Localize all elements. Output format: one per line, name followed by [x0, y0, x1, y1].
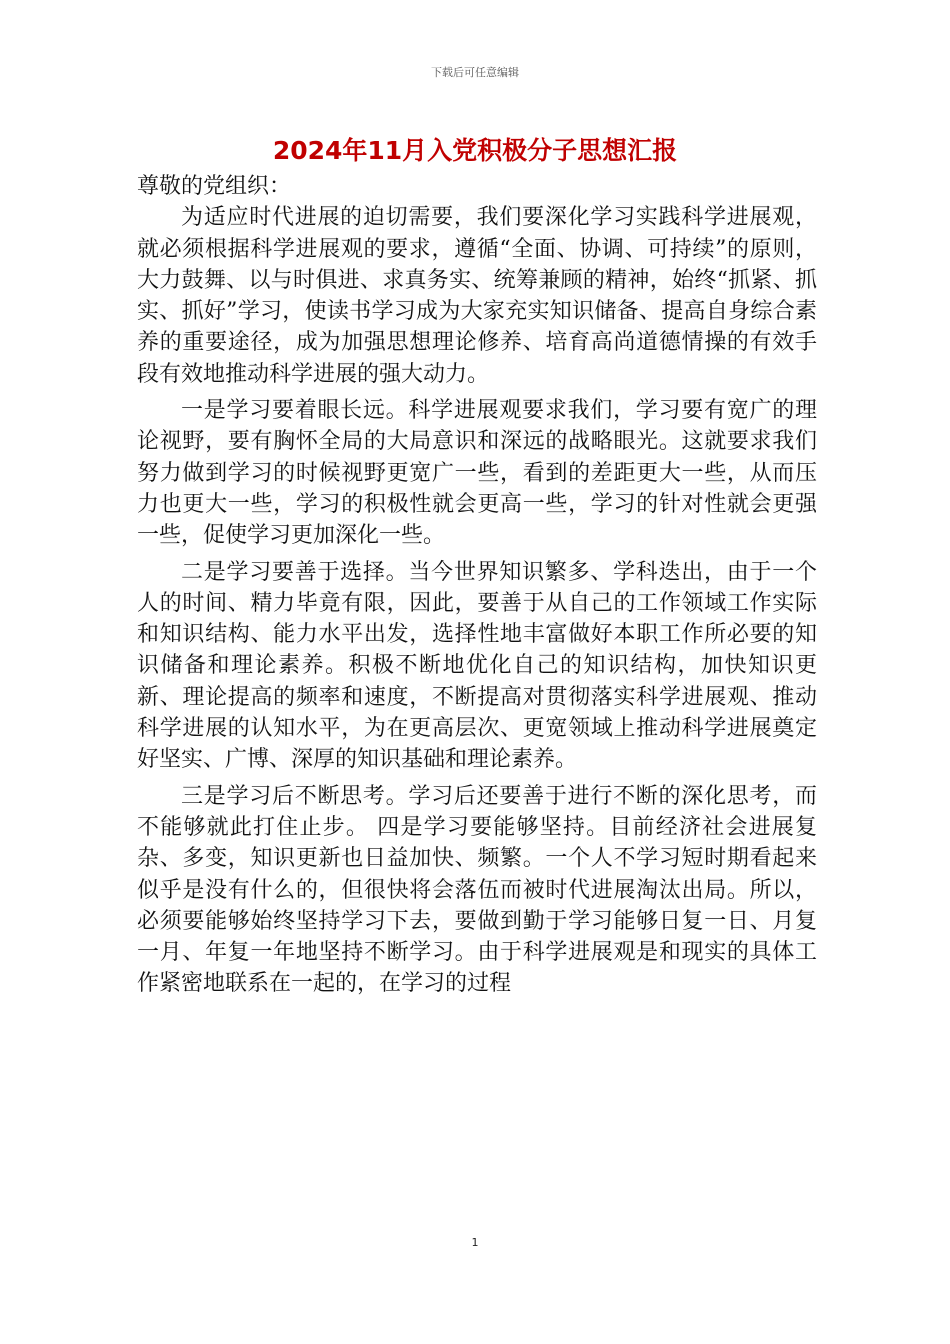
paragraph-intro: 为适应时代进展的迫切需要，我们要深化学习实践科学进展观，就必须根据科学进展观的要求，遵循“全面、协调、可持续”的原则，大力鼓舞、以与时俱进、求真务实、统筹兼顾的精神，始终“抓紧、抓实、抓好”学习，使读书学习成为大家充实知识储备、提高自身综合素养的重要途径，成为加强思想理论修养、培育高尚道德情操的有效手段有效地推动科学进展的强大动力。 [137, 205, 817, 387]
document-body [137, 171, 817, 1000]
paragraph-second-point: 二是学习要善于选择。当今世界知识繁多、学科迭出，由于一个人的时间、精力毕竟有限，因此，要善于从自己的工作领域工作实际和知识结构、能力水平出发，选择性地丰富做好本职工作所必要的知识储备和理论素养。积极不断地优化自己的知识结构，加快知识更新、理论提高的频率和速度，不断提高对贯彻落实科学进展观、推动科学进展的认知水平，为在更高层次、更宽领域上推动科学进展奠定好坚实、广博、深厚的知识基础和理论素养。 [137, 559, 817, 773]
paragraph-third-point: 三是学习后不断思考。学习后还要善于进行不断的深化思考，而不能够就此打住止步。 四是学习要能够坚持。目前经济社会进展复杂、多变，知识更新也日益加快、频繁。一个人不学习短时期看起来似乎是没有什么的，但很快将会落伍而被时代进展淘汰出局。所以，必须要能够始终坚持学习下去，要做到勤于学习能够日复一日、月复一月、年复一年地坚持不断学习。由于科学进展观是和现实的具体工作紧密地联系在一起的，在学习的过程 [137, 783, 817, 997]
document-title: 2024年11月入党积极分子思想汇报 [272, 136, 678, 165]
paragraph-first-point: 一是学习要着眼长远。科学进展观要求我们，学习要有宽广的理论视野，要有胸怀全局的大局意识和深远的战略眼光。这就要求我们努力做到学习的时候视野更宽广一些，看到的差距更大一些，从而压力也更大一些，学习的积极性就会更高一些，学习的针对性就会更强一些，促使学习更加深化一些。 [137, 398, 817, 549]
salutation: 尊敬的党组织： [137, 174, 292, 199]
header-note: 下载后可任意编辑 [431, 66, 519, 79]
page-number: 1 [471, 1236, 479, 1249]
